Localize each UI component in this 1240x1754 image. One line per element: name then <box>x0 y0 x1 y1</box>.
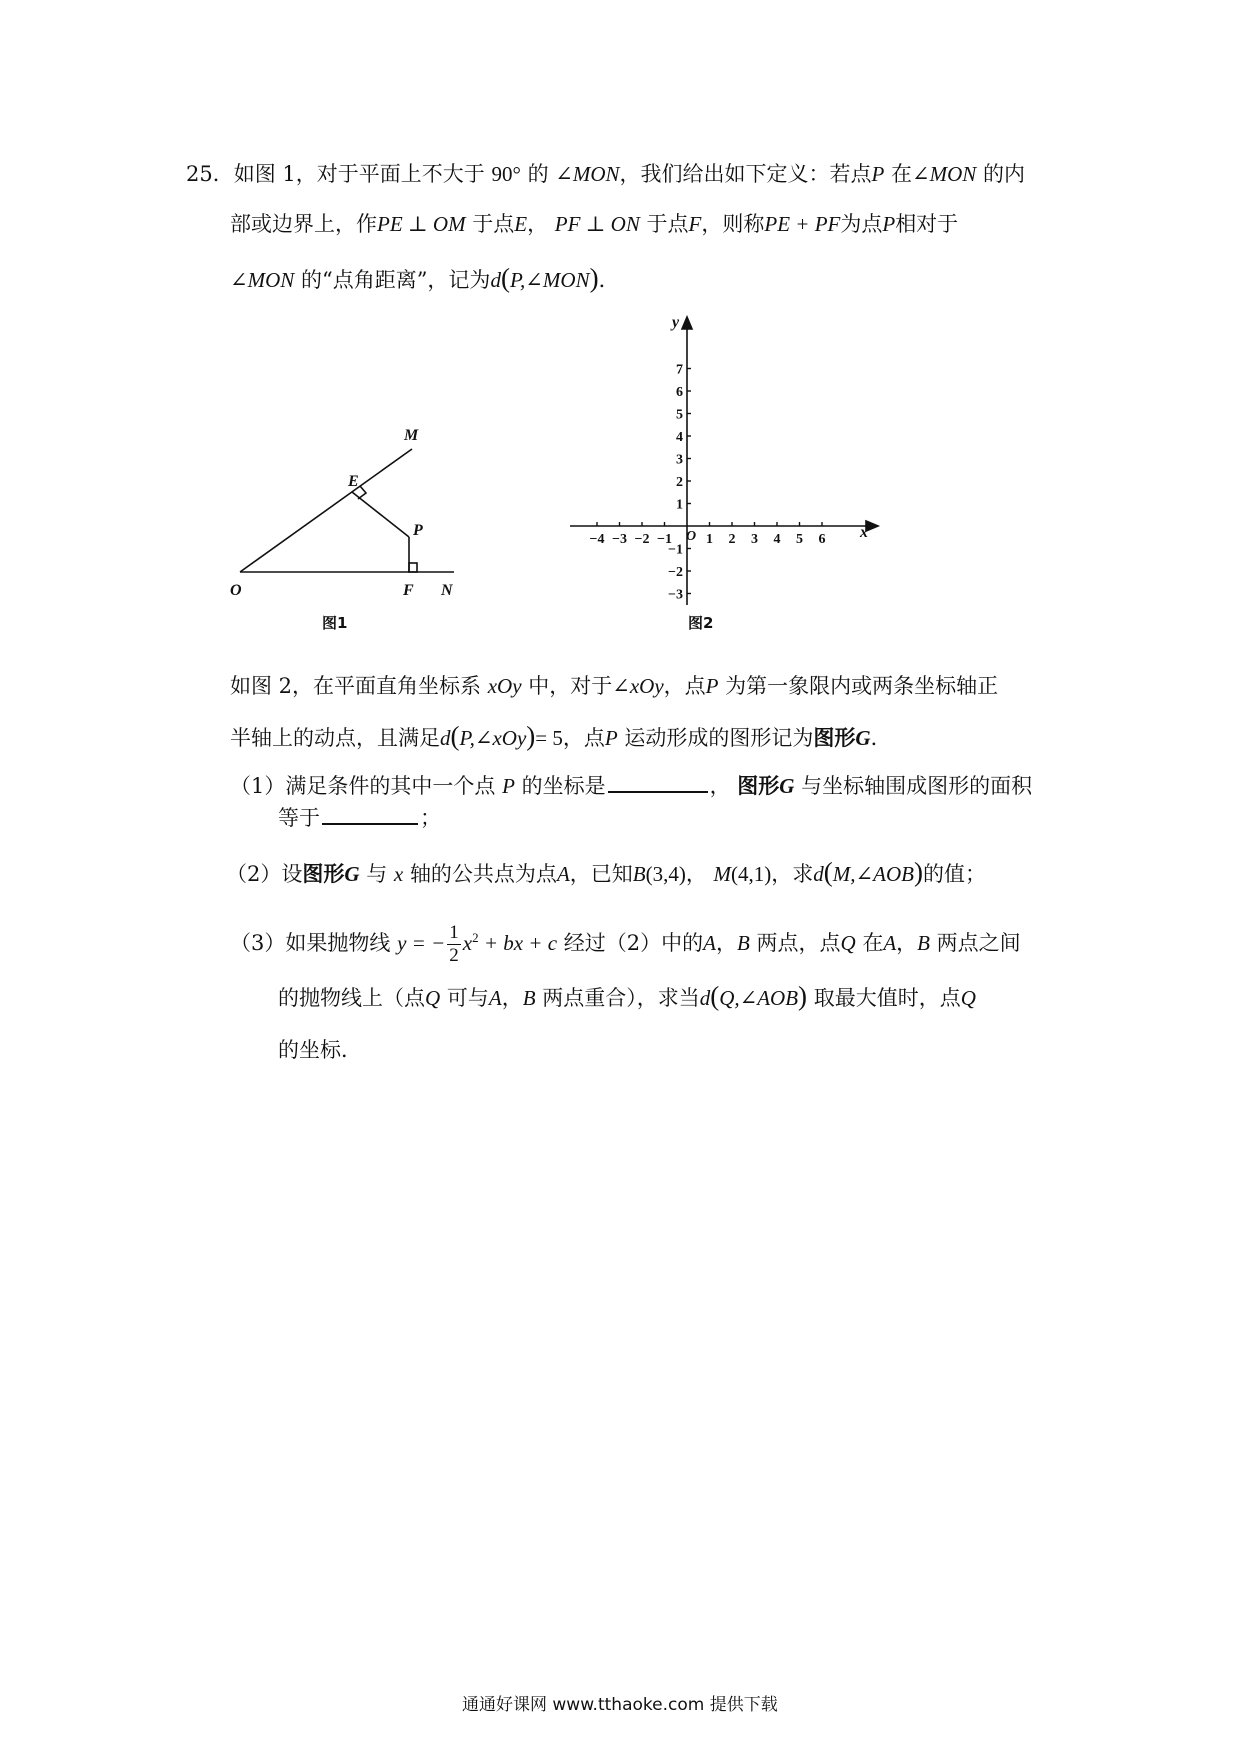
question-3-line-2: 的抛物线上（点Q 可与A，B 两点重合），求当d(Q,∠AOB) 取最大值时，点Q <box>278 981 976 1011</box>
x-tick-label: −1 <box>657 532 672 547</box>
y-tick-label: 5 <box>676 407 683 423</box>
q2-label: （2） <box>226 862 282 886</box>
label-M: M <box>404 427 419 444</box>
problem-line-2: 部或边界上，作PE ⊥ OM 于点E， PF ⊥ ON 于点F，则称PE + PF为点P相对于 <box>230 212 959 236</box>
label-N: N <box>441 582 453 599</box>
x-tick-label: 2 <box>728 532 736 547</box>
label-O: O <box>230 582 242 599</box>
y-tick-label: 2 <box>676 475 683 490</box>
y-tick-label: 3 <box>676 452 683 468</box>
answer-blank-2[interactable] <box>322 805 418 825</box>
question-2: （2）设图形G 与 x 轴的公共点为点A，已知B(3,4)， M(4,1)，求d(M,∠AOB)的值； <box>226 857 986 887</box>
footer-credit: 通通好课网 www.tthaoke.com 提供下载 <box>462 1695 778 1715</box>
y-axis-arrow <box>682 317 692 329</box>
y-tick-label: −3 <box>668 587 683 603</box>
y-tick-label: 7 <box>676 362 683 378</box>
para2-line-1: 如图 2，在平面直角坐标系 xOy 中，对于∠xOy，点P 为第一象限内或两条坐标轴正 <box>230 674 999 698</box>
q1-label: （1） <box>230 774 286 798</box>
y-tick-label: 1 <box>676 497 683 513</box>
question-1-line-1: （1）满足条件的其中一个点 P 的坐标是 ， 图形G 与坐标轴围成图形的面积 <box>230 773 1033 798</box>
figure-2-caption: 图2 <box>688 614 714 632</box>
y-tick-label: 4 <box>676 430 683 445</box>
y-tick-label: −2 <box>668 565 683 580</box>
question-3-line-1: （3）如果抛物线 y = − $\frac{1}{2}$ $x^2$ + bx + c 经过（2）中的A，B 两点，点Q 在A，B 两点之间 <box>230 922 1021 966</box>
x-tick-label: −2 <box>634 532 650 547</box>
x-tick-label: 3 <box>751 532 758 547</box>
para2-line-2: 半轴上的动点，且满足d(P,∠xOy)= 5，点P 运动形成的图形记为图形G． <box>230 721 892 751</box>
label-P: P <box>413 522 423 539</box>
x-tick-label: 1 <box>706 532 713 547</box>
problem-line-1: 25．如图 1，对于平面上不大于 90° 的 ∠MON，我们给出如下定义：若点P 在∠MON 的内 <box>186 162 1025 186</box>
label-E: E <box>348 473 359 490</box>
x-tick-label: −3 <box>612 532 627 547</box>
problem-line-3: ∠MON 的“点角距离”，记为d(P,∠MON)． <box>230 263 620 293</box>
question-3-line-3: 的坐标． <box>278 1038 362 1062</box>
answer-blank-1[interactable] <box>608 773 708 793</box>
y-tick-label: 6 <box>676 385 683 400</box>
problem-number: 25． <box>186 162 234 186</box>
x-tick-label: 4 <box>773 532 781 547</box>
x-tick-label: −4 <box>589 532 605 547</box>
figure-2-coordinate-plane <box>560 315 890 615</box>
x-axis-label: x <box>860 524 868 541</box>
figure-1-caption: 图1 <box>322 614 348 632</box>
q3-label: （3） <box>230 931 286 955</box>
fraction-one-half: $\frac{1}{2}$ <box>449 922 459 966</box>
label-F: F <box>403 582 414 599</box>
question-1-line-2: 等于 ； <box>278 806 441 830</box>
ray-OM <box>240 449 412 572</box>
x-tick-label: 6 <box>818 532 826 547</box>
x-tick-label: 5 <box>796 532 803 547</box>
origin-label: O <box>686 529 697 544</box>
y-tick-label: −1 <box>668 542 683 558</box>
y-axis-label: y <box>672 315 680 331</box>
right-angle-mark-F <box>409 563 417 572</box>
segment-EP <box>352 492 409 537</box>
